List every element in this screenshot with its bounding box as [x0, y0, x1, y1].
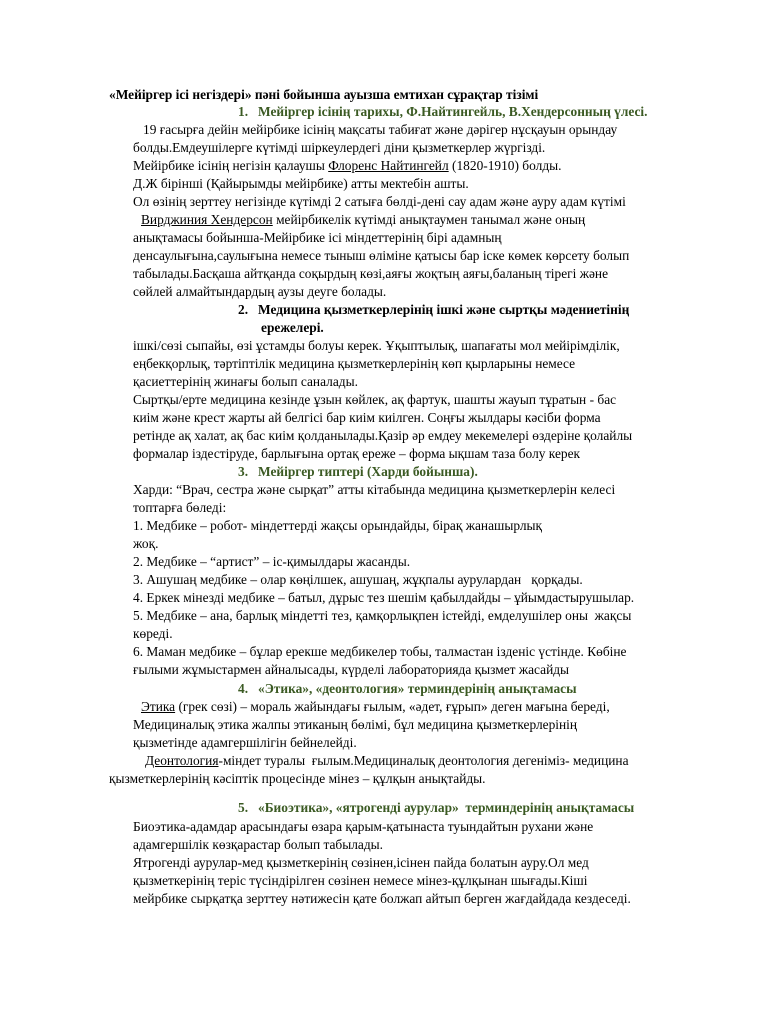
section-2-heading	[238, 301, 629, 319]
section-3-heading	[238, 463, 478, 481]
section-4-line-5: қызметкерлерінің кәсіптік процесінде мінез – құлқын анықтайды.	[109, 771, 486, 786]
section-3-line-9: көреді.	[133, 626, 173, 641]
section-1-line-4: Д.Ж бірінші (Қайырымды мейірбике) атты мектебін ашты.	[133, 176, 469, 191]
section-4-line-4	[145, 752, 629, 770]
section-5-heading-text: «Биоэтика», «ятрогенді аурулар» терминдерінің анықтамасы	[258, 800, 635, 815]
section-5-number: 5.	[238, 800, 249, 815]
section-1-line-3-pre: Мейірбике ісінің негізін қалаушы	[133, 158, 329, 173]
section-1-line-6-post: мейірбикелік күтімді анықтаумен танымал және оның	[272, 212, 586, 227]
section-2-number: 2.	[238, 302, 249, 317]
section-3-line-10: 6. Маман медбике – бұлар ерекше медбикелер тобы, талмастан ізденіс үстінде. Көбіне	[133, 644, 627, 659]
document-title: «Мейіргер ісі негіздері» пәні бойынша ауызша емтихан сұрақтар тізімі	[109, 87, 539, 102]
section-3-heading-text: Мейіргер типтері (Харди бойынша).	[258, 464, 478, 479]
section-1-heading	[238, 103, 647, 121]
section-3-line-3: 1. Медбике – робот- міндеттерді жақсы орындайды, бірақ жанашырлық	[133, 518, 543, 533]
section-4-line-1-post: (грек сөзі) – мораль жайындағы ғылым, «әдет, ғұрып» деген мағына береді,	[175, 699, 610, 714]
section-1-line-5: Ол өзінің зерттеу негізінде күтімді 2 сатыға бөлді-дені сау адам және ауру адам күтімі	[133, 194, 626, 209]
section-3-number: 3.	[238, 464, 249, 479]
section-3-line-1: Харди: “Врач, сестра және сырқат” атты кітабында медицина қызметкерлерін келесі	[133, 482, 616, 497]
section-3-line-7: 4. Еркек мінезді медбике – батыл, дұрыс тез шешім қабылдайды – ұйымдастырушылар.	[133, 590, 635, 605]
section-5-heading	[238, 799, 634, 817]
section-4-line-3: қызметінде адамгершілігін бейнелейді.	[133, 735, 357, 750]
nightingale-name: Флоренс Найтингейл	[328, 158, 449, 173]
section-2-heading-cont: ережелері.	[261, 320, 324, 335]
section-5-line-3: Ятрогенді аурулар-мед қызметкерінің сөзінен,ісінен пайда болатын ауру.Ол мед	[133, 855, 589, 870]
section-2-line-1: ішкі/сөзі сыпайы, өзі ұстамды болуы керек. Ұқыптылық, шапағаты мол мейірімділік,	[133, 338, 620, 353]
section-2-line-3: қасиеттерінің жинағы болып саналады.	[133, 374, 358, 389]
section-2-line-5: киім және крест жарты ай белгісі бар киім киілген. Соңғы жылдары кәсіби форма	[133, 410, 601, 425]
section-1-line-3	[133, 157, 561, 175]
deontology-term: Деонтология	[145, 753, 219, 768]
section-2-heading-text: Медицина қызметкерлерінің ішкі және сыртқы мәдениетінің	[258, 302, 630, 317]
section-3-line-8: 5. Медбике – ана, барлық міндетті тез, қамқорлықпен істейді, емделушілер оны жақсы	[133, 608, 632, 623]
section-1-line-9: табылады.Басқаша айтқанда соқырдың көзі,аяғы жоқтың аяғы,баланың тірегі және	[133, 266, 609, 281]
section-1-line-8: денсаулығына,саулығына немесе тыныш өліміне қатысы бар іске көмек көрсету болып	[133, 248, 630, 263]
section-3-line-4: жоқ.	[133, 536, 159, 551]
section-4-line-2: Медициналық этика жалпы этиканың бөлімі, бұл медицина қызметкерлерінің	[133, 717, 578, 732]
section-2-line-6: ретінде ақ халат, ақ бас киім қолданылады.Қазір әр емдеу мекемелері өздеріне қолайлы	[133, 428, 633, 443]
section-1-line-7: анықтамасы бойынша-Мейірбике ісі міндеттерінің бірі адамның	[133, 230, 502, 245]
section-1-line-10: сөйлей алмайтындардың аузы деуге болады.	[133, 284, 387, 299]
henderson-name: Вирджиния Хендерсон	[141, 212, 273, 227]
section-3-line-6: 3. Ашушаң медбике – олар көңілшек, ашушаң, жұқпалы аурулардан қорқады.	[133, 572, 583, 587]
section-1-line-6	[141, 211, 585, 229]
section-2-line-2: еңбекқорлық, тәртіптілік медицина қызметкерлерінің көп қырларыны немесе	[133, 356, 576, 371]
section-1-line-1: 19 ғасырға дейін мейірбике ісінің мақсаты табиғат және дәрігер нұсқауын орындау	[143, 122, 618, 137]
section-4-line-4-post: -міндет туралы ғылым.Медициналық деонтология дегеніміз- медицина	[218, 753, 629, 768]
section-2-line-7: формалар іздестіруде, барлығына ортақ ереже – форма ықшам таза болу керек	[133, 446, 581, 461]
section-5-line-5: мейрбике сырқатқа зерттеу нәтижесін қате болжап айтып берген жағдайдада кездеседі.	[133, 891, 631, 906]
section-5-line-4: қызметкерінің теріс түсіндірілген сөзінен немесе мінез-құлқынан шығады.Кіші	[133, 873, 588, 888]
section-2-line-4: Сыртқы/ерте медицина кезінде ұзын көйлек, ақ фартук, шашты жауып тұратын - бас	[133, 392, 617, 407]
section-5-line-1: Биоэтика-адамдар арасындағы өзара қарым-қатынаста туындайтын рухани және	[133, 819, 594, 834]
section-5-line-2: адамгершілік көзқарастар болып табылады.	[133, 837, 384, 852]
section-1-line-2: болды.Емдеушілерге күтімді шіркеулердегі діни қызметкерлер жүргізді.	[133, 140, 546, 155]
section-3-line-11: ғылыми жұмыстармен айналысады, күрделі лабораторияда қызмет жасайды	[133, 662, 570, 677]
section-1-heading-text: Мейіргер ісінің тарихы, Ф.Найтингейль, В.Хендерсонның үлесі.	[258, 104, 648, 119]
ethics-term: Этика	[141, 699, 176, 714]
section-4-heading-text: «Этика», «деонтология» терминдерінің анықтамасы	[258, 681, 577, 696]
section-1-line-3-post: (1820-1910) болды.	[448, 158, 562, 173]
section-1-number: 1.	[238, 104, 249, 119]
section-4-line-1	[141, 698, 610, 716]
section-3-line-5: 2. Медбике – “артист” – іс-қимылдары жасанды.	[133, 554, 411, 569]
section-4-heading	[238, 680, 577, 698]
section-4-number: 4.	[238, 681, 249, 696]
section-3-line-2: топтарға бөледі:	[133, 500, 227, 515]
